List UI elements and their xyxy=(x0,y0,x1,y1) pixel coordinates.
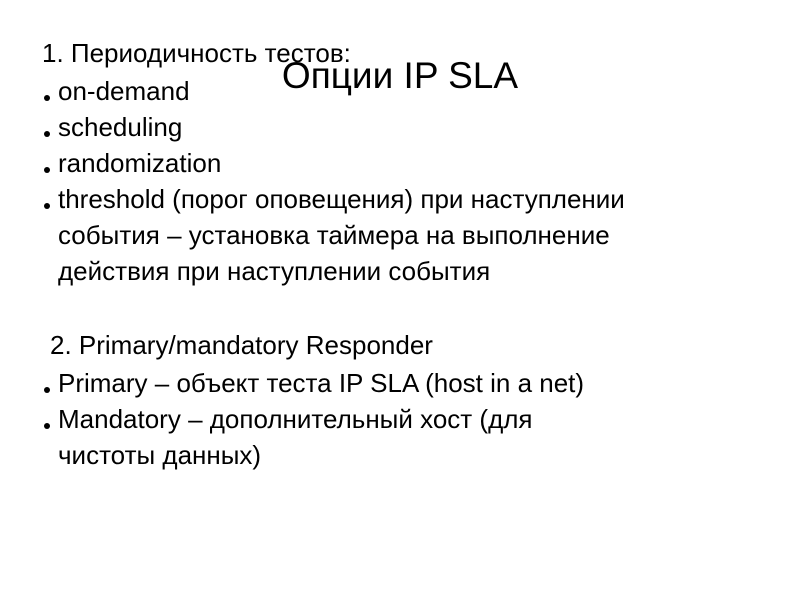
bullet-icon xyxy=(44,167,50,173)
bullet-icon xyxy=(44,423,50,429)
section2-item-primary: Primary – объект теста IP SLA (host in a net) xyxy=(58,368,585,398)
section1-item-threshold-line3: действия при наступлении события xyxy=(58,256,491,286)
bullet-icon xyxy=(44,387,50,393)
bullet-icon xyxy=(44,95,50,101)
slide-title: Опции IP SLA xyxy=(281,55,519,96)
bullet-icon xyxy=(44,203,50,209)
section1-item-threshold-line2: события – установка таймера на выполнение xyxy=(58,220,610,250)
section1-item-scheduling: scheduling xyxy=(58,112,183,142)
section1-item-on-demand: on-demand xyxy=(58,76,190,106)
section1-item-threshold-line1: threshold (порог оповещения) при наступлении xyxy=(58,184,625,214)
section2-item-mandatory-line1: Mandatory – дополнительный хост (для xyxy=(58,404,533,434)
section1-item-randomization: randomization xyxy=(58,148,222,178)
section2-heading: 2. Primary/mandatory Responder xyxy=(50,330,433,360)
section1-heading: 1. Периодичность тестов: xyxy=(42,38,351,68)
section2-item-mandatory-line2: чистоты данных) xyxy=(58,440,262,470)
bullet-icon xyxy=(44,131,50,137)
